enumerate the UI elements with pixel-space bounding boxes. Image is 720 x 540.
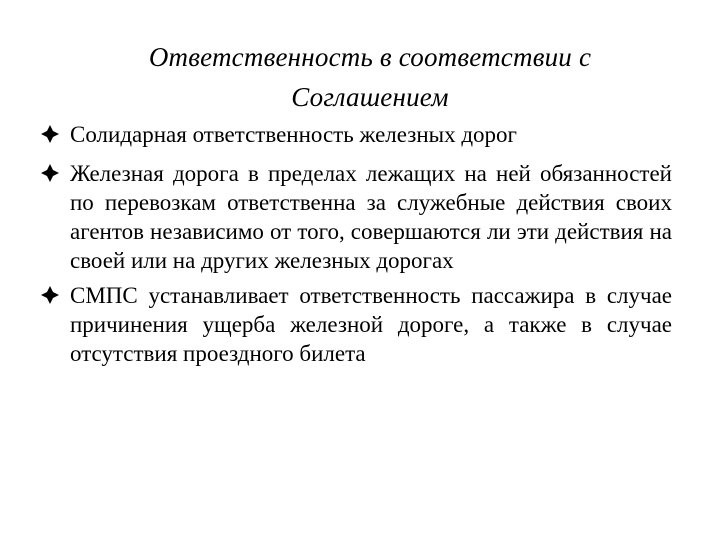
diamond-bullet-icon [40,163,60,183]
title-line: Ответственность в соответствии с [148,42,592,72]
bullet-text: СМПС устанавливает ответственность пассажира в случае причинения ущерба железной дороге, а также в случае отсутствия проездного билета [70,283,672,366]
bullet-item [40,120,672,149]
diamond-bullet-icon [40,124,60,144]
bullet-item [40,281,672,368]
bullet-text: Железная дорога в пределах лежащих на ней обязанностей по перевозкам ответственна за служебные действия своих агентов независимо от того, совершаются ли эти действия на своей или на других железных дорогах [70,161,672,273]
bullet-list [40,120,672,374]
title-line: Соглашением [291,82,449,112]
bullet-item [40,159,672,275]
slide-title [60,37,680,117]
diamond-bullet-icon [40,285,60,305]
bullet-text: Солидарная ответственность железных дорог [70,122,517,147]
